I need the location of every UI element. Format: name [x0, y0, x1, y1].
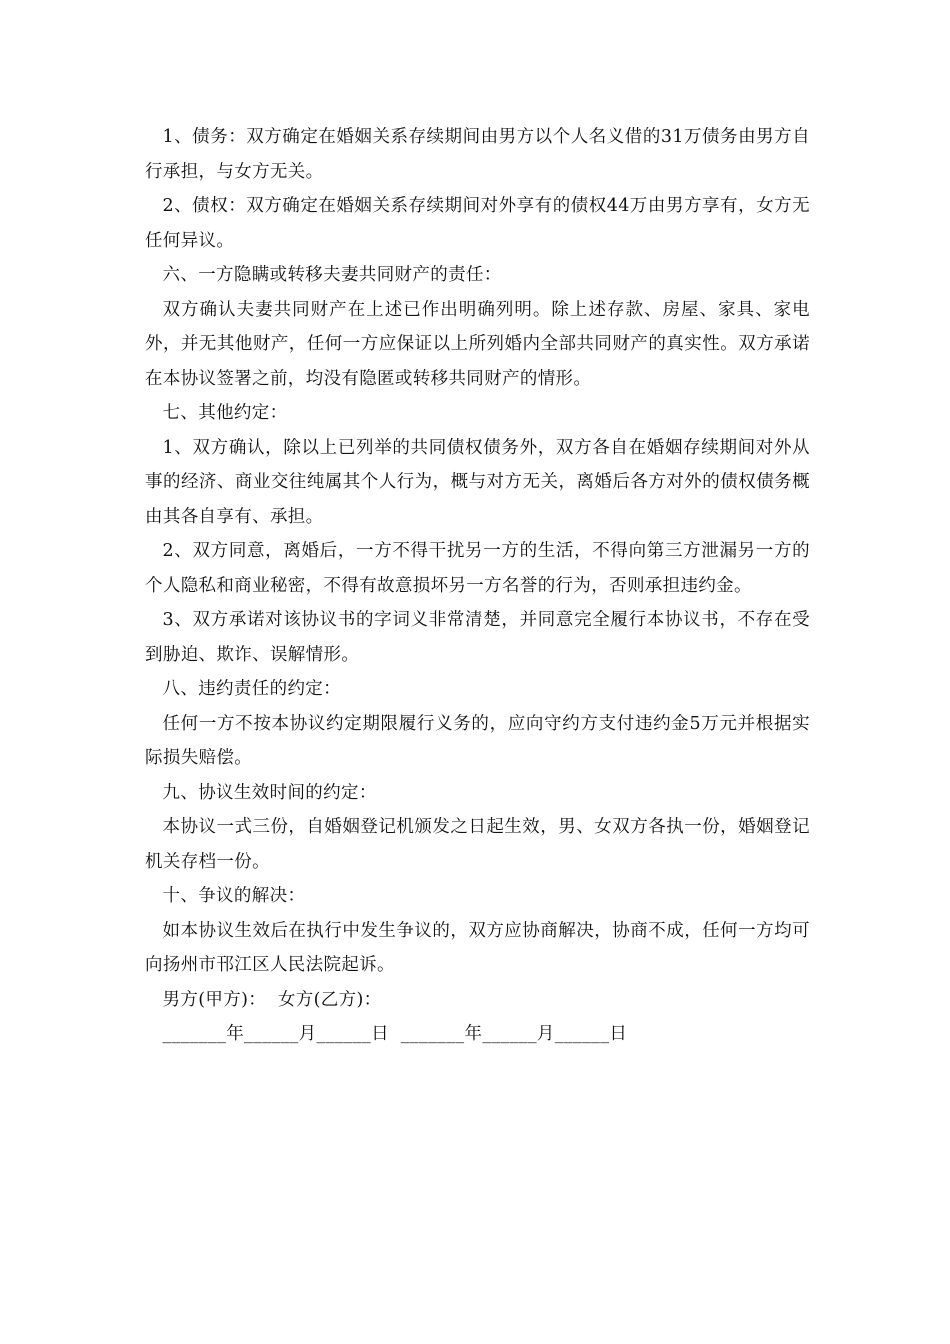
- signature-line: 男方(甲方)： 女方(乙方)：: [162, 989, 382, 1010]
- document-body: [145, 120, 810, 1052]
- clause-other-1: 1、双方确认，除以上已列举的共同债权债务外，双方各自在婚姻存续期间对外从事的经济、商业交往纯属其个人行为，概与对方无关，离婚后各方对外的债权债务概由其各自享有、承担。: [145, 437, 810, 527]
- clause-credit: 2、债权：双方确定在婚姻关系存续期间对外享有的债权44万由男方享有，女方无任何异议。: [145, 196, 810, 251]
- section-heading-6: 六、一方隐瞒或转移夫妻共同财产的责任：: [162, 265, 502, 285]
- clause-effective: 本协议一式三份，自婚姻登记机颁发之日起生效，男、女双方各执一份，婚姻登记机关存档一份。: [145, 817, 810, 872]
- clause-property-confirmation: 双方确认夫妻共同财产在上述已作出明确列明。除上述存款、房屋、家具、家电外，并无其他财产，任何一方应保证以上所列婚内全部共同财产的真实性。双方承诺在本协议签署之前，均没有隐匿或转移共同财产的情形。: [145, 299, 810, 389]
- section-heading-10: 十、争议的解决：: [162, 886, 306, 906]
- clause-debt: 1、债务：双方确定在婚姻关系存续期间由男方以个人名义借的31万债务由男方自行承担，与女方无关。: [145, 127, 810, 182]
- section-heading-8: 八、违约责任的约定：: [162, 679, 341, 699]
- clause-other-2: 2、双方同意，离婚后，一方不得干扰另一方的生活，不得向第三方泄漏另一方的个人隐私和商业秘密，不得有故意损坏另一方名誉的行为，否则承担违约金。: [145, 541, 810, 596]
- section-heading-7: 七、其他约定：: [162, 403, 288, 423]
- date-line: _______年______月______日 _______年______月______日: [162, 1024, 628, 1044]
- clause-dispute: 如本协议生效后在执行中发生争议的，双方应协商解决，协商不成，任何一方均可向扬州市邗江区人民法院起诉。: [145, 920, 810, 975]
- clause-other-3: 3、双方承诺对该协议书的字词义非常清楚，并同意完全履行本协议书，不存在受到胁迫、欺诈、误解情形。: [145, 610, 810, 665]
- section-heading-9: 九、协议生效时间的约定：: [162, 782, 377, 803]
- clause-breach: 任何一方不按本协议约定期限履行义务的，应向守约方支付违约金5万元并根据实际损失赔偿。: [145, 713, 810, 768]
